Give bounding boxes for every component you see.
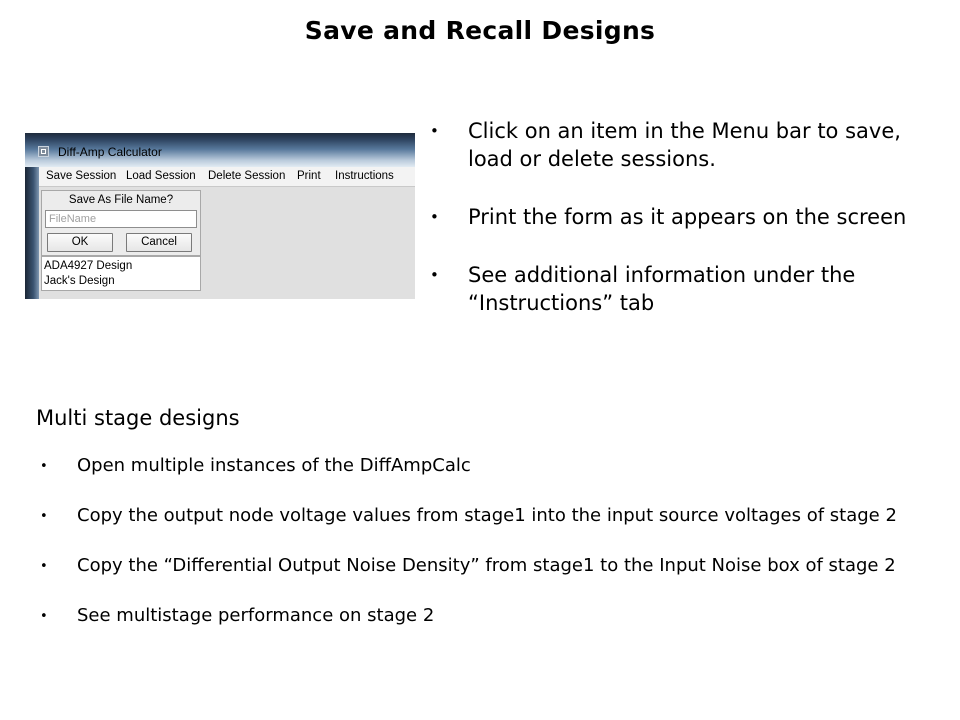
- list-item[interactable]: ADA4927 Design: [44, 260, 133, 272]
- list-item: [430, 261, 940, 317]
- slide-title: Save and Recall Designs: [304, 16, 656, 45]
- bullet-icon: •: [40, 509, 48, 524]
- save-as-label: Save As File Name?: [68, 194, 174, 206]
- bullet-icon: •: [40, 559, 48, 574]
- bullet-icon: •: [40, 459, 48, 474]
- bullet-text: Copy the “Differential Output Noise Density” from stage1 to the Input Noise box of stage 2: [77, 555, 896, 576]
- list-item: [430, 203, 940, 231]
- bullet-text: See additional information under the “Instructions” tab: [468, 263, 856, 315]
- menu-load-session[interactable]: Load Session: [126, 170, 196, 182]
- bullet-text: See multistage performance on stage 2: [77, 605, 435, 626]
- window-frame-left: [25, 167, 39, 299]
- bullet-icon: •: [430, 208, 439, 226]
- menu-bar: [39, 167, 415, 187]
- window-titlebar: [25, 133, 415, 167]
- bullet-text: Open multiple instances of the DiffAmpCalc: [77, 455, 471, 476]
- list-item: [430, 117, 940, 173]
- menu-print[interactable]: Print: [297, 170, 321, 182]
- menu-delete-session[interactable]: Delete Session: [208, 170, 286, 182]
- bullet-icon: •: [40, 609, 48, 624]
- multi-stage-bullet-list: [40, 453, 940, 628]
- menu-save-session[interactable]: Save Session: [46, 170, 117, 182]
- window-title: Diff-Amp Calculator: [58, 145, 162, 159]
- list-item: [40, 603, 940, 628]
- section-heading: Multi stage designs: [36, 406, 240, 430]
- bullet-text: Copy the output node voltage values from stage1 into the input source voltages of stage 2: [77, 505, 897, 526]
- menu-instructions[interactable]: Instructions: [335, 170, 394, 182]
- session-list[interactable]: [41, 256, 201, 291]
- list-item: [40, 453, 940, 478]
- list-item[interactable]: Jack's Design: [44, 275, 115, 287]
- list-item: [40, 553, 940, 578]
- app-window: [25, 133, 415, 299]
- cancel-button[interactable]: Cancel: [126, 233, 192, 252]
- right-bullet-list: [430, 117, 940, 347]
- bullet-icon: •: [430, 266, 439, 284]
- list-item: [40, 503, 940, 528]
- bullet-text: Click on an item in the Menu bar to save, load or delete sessions.: [468, 119, 901, 171]
- bullet-text: Print the form as it appears on the screen: [468, 205, 907, 229]
- bullet-icon: •: [430, 122, 439, 140]
- save-panel: [41, 190, 201, 256]
- filename-input[interactable]: [45, 210, 197, 228]
- app-window-icon: [38, 146, 49, 157]
- ok-button[interactable]: OK: [47, 233, 113, 252]
